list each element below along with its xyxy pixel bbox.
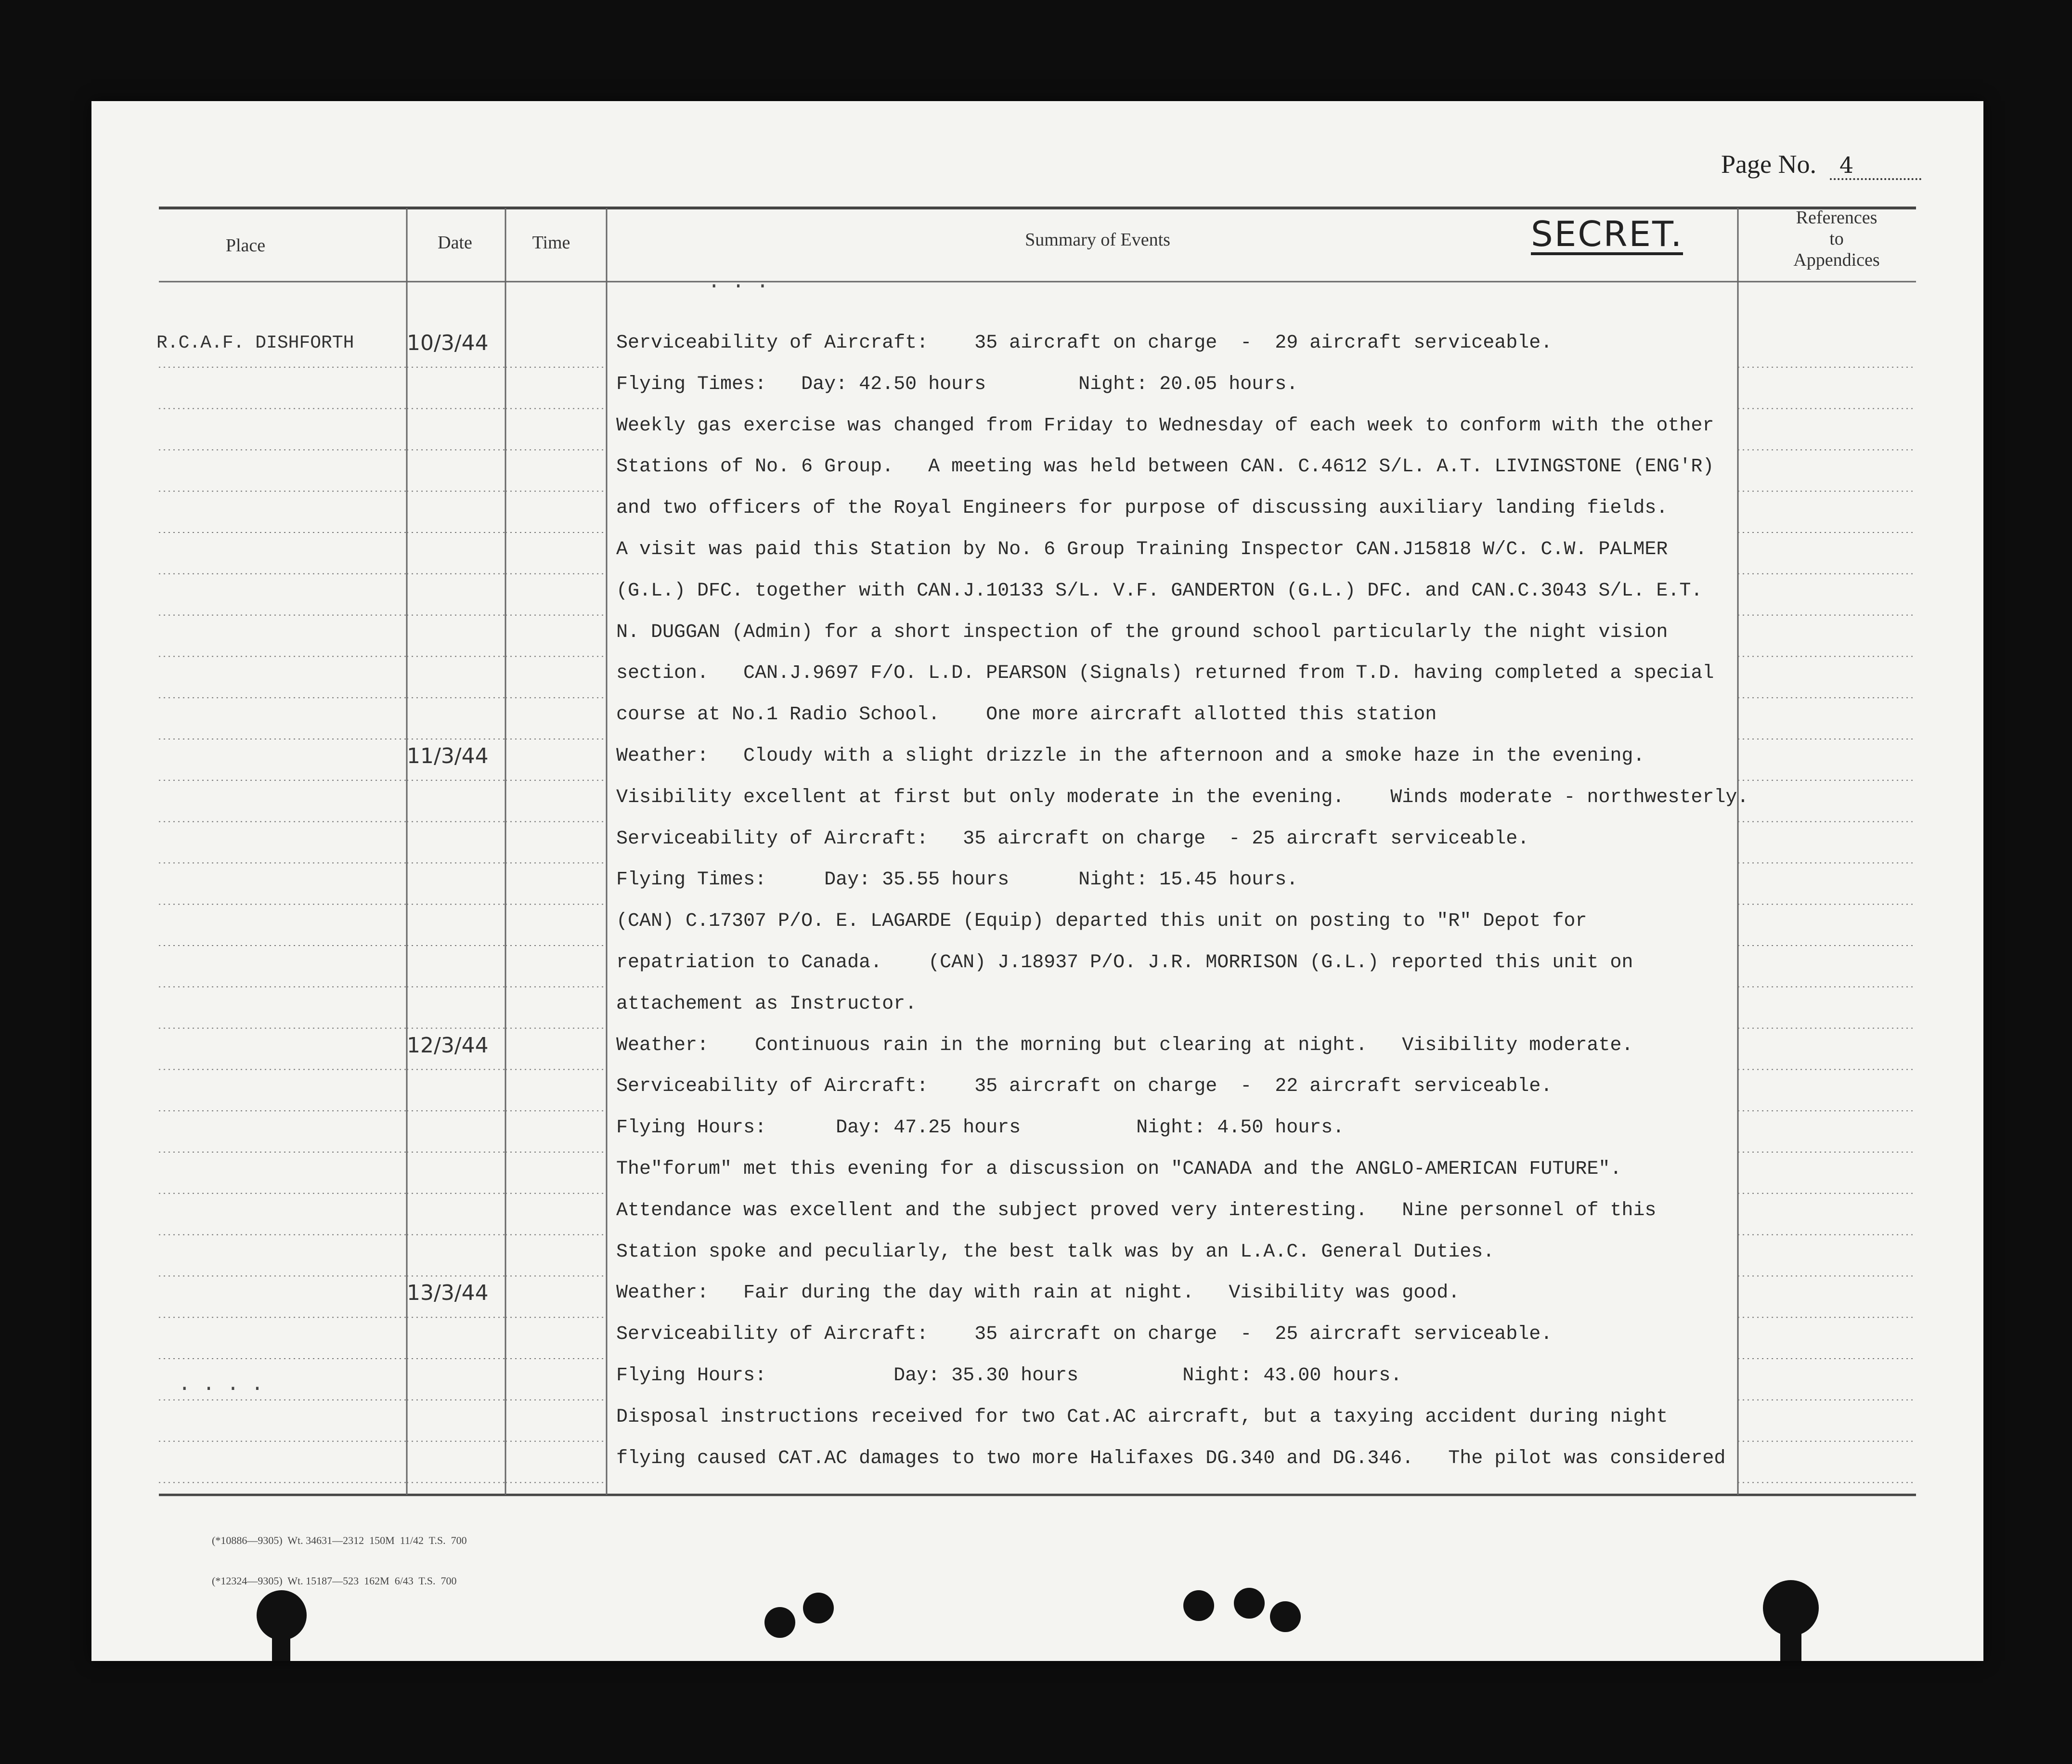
entry-text: The"forum" met this evening for a discussion on "CANADA and the ANGLO-AMERICAN FUTURE".: [616, 1158, 1622, 1180]
entry-text: Weather: Fair during the day with rain at night. Visibility was good.: [616, 1282, 1460, 1304]
entry-date: 12/3/44: [407, 1033, 489, 1058]
entry-date: 13/3/44: [407, 1281, 489, 1306]
entry-text: Stations of No. 6 Group. A meeting was held between CAN. C.4612 S/L. A.T. LIVINGSTONE (ENG'R): [616, 456, 1714, 478]
print-reference-line: (*12324—9305) Wt. 15187—523 162M 6/43 T.S. 700: [212, 1575, 457, 1587]
entry-text: Flying Times: Day: 35.55 hours Night: 15.45 hours.: [616, 869, 1298, 891]
header-place: Place: [225, 235, 266, 256]
entry-text: Attendance was excellent and the subject proved very interesting. Nine personnel of this: [616, 1199, 1657, 1221]
punch-hole: [764, 1607, 795, 1638]
punch-hole-tab: [1780, 1627, 1801, 1661]
page-number-value: 4: [1830, 152, 1921, 180]
margin-dots: ····: [178, 1377, 275, 1401]
header-date: Date: [438, 233, 472, 253]
entry-text: Weather: Continuous rain in the morning but clearing at night. Visibility moderate.: [616, 1034, 1633, 1056]
entry-date: 10/3/44: [407, 331, 489, 355]
header-references-line2: to: [1829, 229, 1844, 249]
entry-text: Weekly gas exercise was changed from Friday to Wednesday of each week to conform with the other: [616, 415, 1714, 437]
punch-hole: [1183, 1590, 1214, 1621]
entry-text: (G.L.) DFC. together with CAN.J.10133 S/L. V.F. GANDERTON (G.L.) DFC. and CAN.C.3043 S/L. E.T.: [616, 580, 1703, 602]
header-summary: Summary of Events: [1025, 230, 1170, 250]
entry-text: section. CAN.J.9697 F/O. L.D. PEARSON (Signals) returned from T.D. having completed a special: [616, 662, 1714, 685]
entry-text: course at No.1 Radio School. One more aircraft allotted this station: [616, 704, 1437, 726]
entry-date: 11/3/44: [407, 744, 489, 768]
entry-text: Disposal instructions received for two Cat.AC aircraft, but a taxying accident during night: [616, 1406, 1668, 1428]
entry-place: R.C.A.F. DISHFORTH: [156, 333, 354, 353]
entry-text: Visibility excellent at first but only moderate in the evening. Winds moderate - northwesterly.: [616, 786, 1749, 808]
punch-hole-tab: [272, 1632, 290, 1661]
entry-text: Flying Times: Day: 42.50 hours Night: 20.05 hours.: [616, 373, 1298, 395]
header-time: Time: [532, 233, 570, 253]
entry-text: repatriation to Canada. (CAN) J.18937 P/O. J.R. MORRISON (G.L.) reported this unit on: [616, 952, 1633, 973]
entry-text: Station spoke and peculiarly, the best talk was by an L.A.C. General Duties.: [616, 1241, 1495, 1263]
entry-text: A visit was paid this Station by No. 6 Group Training Inspector CAN.J15818 W/C. C.W. PALMER: [616, 539, 1668, 560]
secret-stamp: SECRET.: [1531, 214, 1684, 254]
entry-text: and two officers of the Royal Engineers for purpose of discussing auxiliary landing fields.: [616, 497, 1668, 519]
page-number-label: Page No.: [1721, 150, 1816, 179]
entry-text: Weather: Cloudy with a slight drizzle in the afternoon and a smoke haze in the evening.: [616, 745, 1645, 767]
entry-text: Flying Hours: Day: 35.30 hours Night: 43.00 hours.: [616, 1365, 1402, 1387]
header-references-line1: References: [1796, 208, 1878, 228]
header-references-line3: Appendices: [1793, 250, 1880, 270]
entry-text: (CAN) C.17307 P/O. E. LAGARDE (Equip) departed this unit on posting to "R" Depot for: [616, 910, 1587, 933]
punch-hole: [803, 1593, 834, 1623]
punch-hole: [1234, 1588, 1265, 1619]
entry-text: attachement as Instructor.: [616, 993, 917, 1015]
entry-text: flying caused CAT.AC damages to two more Halifaxes DG.340 and DG.346. The pilot was considered: [616, 1447, 1726, 1469]
entry-text: Flying Hours: Day: 47.25 hours Night: 4.50 hours.: [616, 1117, 1345, 1139]
print-reference-line: (*10886—9305) Wt. 34631—2312 150M 11/42 T.S. 700: [212, 1534, 467, 1546]
entry-text: Serviceability of Aircraft: 35 aircraft on charge - 29 aircraft serviceable.: [616, 332, 1553, 354]
punch-hole: [1270, 1601, 1301, 1632]
entry-text: N. DUGGAN (Admin) for a short inspection of the ground school particularly the night vision: [616, 621, 1668, 643]
entry-text: Serviceability of Aircraft: 35 aircraft on charge - 25 aircraft serviceable.: [616, 828, 1529, 850]
entry-text: Serviceability of Aircraft: 35 aircraft on charge - 25 aircraft serviceable.: [616, 1323, 1553, 1346]
margin-dots: ···: [708, 274, 781, 298]
entry-text: Serviceability of Aircraft: 35 aircraft on charge - 22 aircraft serviceable.: [616, 1076, 1553, 1098]
